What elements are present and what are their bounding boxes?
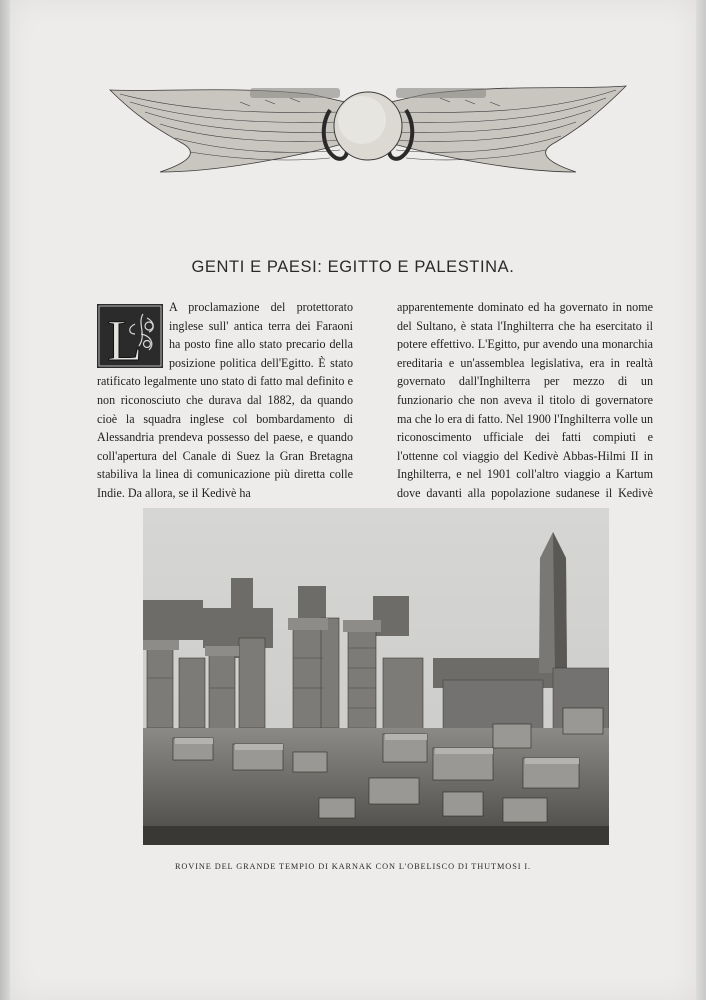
drop-cap-letter: L xyxy=(107,308,143,368)
left-column xyxy=(97,298,353,503)
floral-initial-icon xyxy=(97,304,163,368)
right-column-text: apparentemente dominato ed ha governato in nome del Sultano, è stata l'Inghilterra che ha esercitato il potere effettivo. L'Egitto, pur avendo una monarchia ereditaria e un'assemblea legislativa, era in realtà governato dall'Inghilterra per mezzo di un funzionario che non aveva il titolo di governatore ma che lo era di fatto. Nel 1900 l'Inghilterra volle un riconoscimento ufficiale dei fatti compiuti e l'ottenne col viaggio del Kedivè Abbas-Hilmi II in Inghilterra, e nel 1901 coll'altro viaggio a Kartum dove davanti alla popolazione sudanese il Kedivè xyxy=(397,300,653,500)
karnak-ruins-photo xyxy=(143,508,609,845)
left-column-text: A proclamazione del protettorato inglese sull' antica terra dei Faraoni ha posto fine allo stato precario della posizione politica dell'Egitto. È stato ratificato legalmente uno stato di fatto mal definito e non riconosciuto che durava dal 1882, da quando cioè la squadra inglese col bombardamento di Alessandria prendeva possesso del paese, e quando coll'apertura del Canale di Suez la Gran Bretagna stabiliva la linea di comunicazione più diretta colle Indie. Da allora, se il Kedivè ha xyxy=(97,300,353,500)
page-binding xyxy=(0,0,10,1000)
figure-caption: ROVINE DEL GRANDE TEMPIO DI KARNAK CON L'OBELISCO DI THUTMOSI I. xyxy=(174,862,531,871)
winged-sun-disk-icon xyxy=(100,80,636,180)
right-column xyxy=(397,298,653,521)
page-title: GENTI E PAESI: EGITTO E PALESTINA. xyxy=(191,258,515,276)
page-edge xyxy=(696,0,706,1000)
karnak-ruins-illustration xyxy=(143,508,609,845)
